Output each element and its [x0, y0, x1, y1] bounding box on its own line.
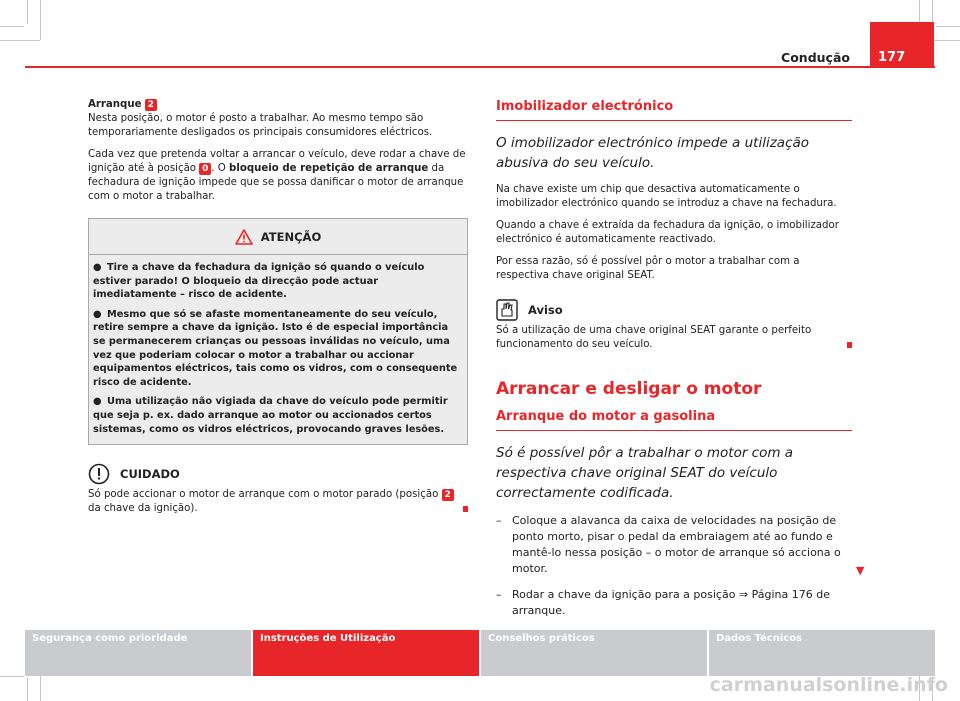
step-item: – Rodar a chave da ignição para a posição ⇒ Página 176 de arranque. [496, 587, 852, 619]
note-text: Só a utilização de uma chave original SEAT garante o perfeito funcionamento do seu veículo. [496, 325, 812, 350]
step-text: Rodar a chave da ignição para a posição ⇒ Página 176 de arranque. [512, 588, 831, 617]
immobilizer-paragraph-1: Na chave existe um chip que desactiva automaticamente o imobilizador electrónico quando se introduz a chave na fechadura. [496, 184, 837, 209]
arranque-heading-line [88, 98, 468, 140]
continue-arrow-icon: ▼ [856, 564, 865, 577]
page-number: 177 [870, 22, 934, 68]
key-position-badge: 0 [199, 163, 211, 175]
warning-item-text: Mesmo que só se afaste momentaneamente do seu veículo, retire sempre a chave da ignição. Isto é de especial importância se permanecerem crianças ou pessoas inválidas no veículo, uma vez que poderiam colocar o motor a trabalhar ou accionar equipamentos eléctricos, tais como os vidros, com o consequente risco de acidente. [93, 308, 458, 388]
restart-paragraph [88, 148, 468, 204]
crop-mark [0, 40, 40, 41]
note-hand-icon [496, 299, 518, 321]
arranque-heading: Arranque [88, 99, 142, 110]
footer-tabs [25, 630, 935, 676]
caution-icon [88, 463, 110, 485]
crop-mark [40, 0, 41, 40]
tab-conselhos[interactable]: Conselhos práticos [481, 630, 707, 676]
note-title: Aviso [528, 303, 563, 317]
warning-title: ATENÇÃO [260, 229, 322, 244]
restart-text-1: Cada vez que pretenda voltar a arrancar o veículo, deve rodar a chave de ignição até à posição [88, 149, 466, 174]
warning-item-text: Tire a chave da fechadura da ignição só quando o veículo estiver parado! O bloqueio da direcção pode actuar imediatamente – risco de acidente. [93, 262, 425, 301]
crop-mark [27, 0, 28, 24]
caution-header [88, 463, 468, 485]
immobilizer-paragraph-3: Por essa razão, só é possível pôr o motor a trabalhar com a respectiva chave original SEAT. [496, 256, 800, 281]
petrol-start-title: Arranque do motor a gasolina [496, 410, 852, 431]
header-rule [25, 66, 935, 68]
running-header-title: Condução [781, 50, 850, 65]
note-header [496, 299, 852, 321]
tab-seguranca[interactable]: Segurança como prioridade [25, 630, 251, 676]
key-position-badge: 2 [145, 99, 157, 111]
watermark: carmanualsonline.info [709, 674, 948, 696]
warning-item: ● Mesmo que só se afaste momentaneamente do seu veículo, retire sempre a chave da ignição. Isto é de especial importância se permanecerem crianças ou pessoas inválidas no veículo, uma vez que poderiam colocar o motor a trabalhar ou accionar equipamentos eléctricos, tais como os vidros, com o consequente risco de acidente. [93, 308, 458, 388]
caution-paragraph [88, 488, 468, 516]
key-position-badge: 2 [442, 489, 454, 501]
crop-mark [936, 26, 960, 27]
warning-item: ● Tire a chave da fechadura da ignição só quando o veículo estiver parado! O bloqueio da direcção pode actuar imediatamente – risco de acidente. [93, 262, 425, 301]
caution-text-2: da chave da ignição). [88, 503, 198, 515]
caution-text-1: Só pode accionar o motor de arranque com o motor parado (posição [88, 489, 439, 501]
immobilizer-lead: O imobilizador electrónico impede a utilização abusiva do seu veículo. [496, 135, 810, 171]
crop-mark [0, 676, 24, 677]
warning-header [89, 219, 467, 255]
section-end-mark [847, 342, 852, 348]
step-item: – Coloque a alavanca da caixa de velocidades na posição de ponto morto, pisar o pedal da embraiagem até ao fundo e mantê-lo nessa posição – o motor de arranque só acciona o motor. [496, 513, 852, 577]
crop-mark [932, 0, 933, 24]
warning-item: ● Uma utilização não vigiada da chave do veículo pode permitir que seja p. ex. dado arranque ao motor ou accionados certos sistemas, como os vidros eléctricos, provocando graves lesões. [93, 396, 448, 435]
immobilizer-title: Imobilizador electrónico [496, 100, 852, 121]
crop-mark [27, 678, 28, 701]
caution-title: CUIDADO [120, 467, 180, 482]
chapter-title: Arrancar e desligar o motor [496, 379, 762, 399]
warning-box [88, 218, 468, 445]
restart-text-2: . O [211, 163, 226, 174]
section-end-mark [463, 506, 468, 512]
warning-item-text: Uma utilização não vigiada da chave do veículo pode permitir que seja p. ex. dado arranque ao motor ou accionados certos sistemas, como os vidros eléctricos, provocando graves lesões. [93, 396, 448, 435]
immobilizer-paragraph-2: Quando a chave é extraída da fechadura da ignição, o imobilizador electrónico é automaticamente reactivado. [496, 220, 839, 245]
note-paragraph [496, 324, 852, 352]
crop-mark [0, 26, 24, 27]
warning-triangle-icon [235, 229, 253, 245]
right-column [496, 98, 852, 629]
restart-text-3: da fechadura de ignição impede que se possa danificar o motor de arranque com o motor a trabalhar. [88, 163, 464, 202]
tab-instrucoes[interactable]: Instruções de Utilização [253, 630, 479, 676]
petrol-start-lead: Só é possível pôr a trabalhar o motor com a respectiva chave original SEAT do veículo correctamente codificada. [496, 445, 794, 501]
arranque-paragraph: Nesta posição, o motor é posto a trabalhar. Ao mesmo tempo são temporariamente desligados os principais consumidores eléctricos. [88, 113, 433, 138]
left-column [88, 98, 468, 524]
restart-bold-term: bloqueio de repetição de arranque [229, 163, 429, 174]
tab-dados-tecnicos[interactable]: Dados Técnicos [709, 630, 935, 676]
step-text: Coloque a alavanca da caixa de velocidades na posição de ponto morto, pisar o pedal da embraiagem até ao fundo e mantê-lo nessa posição – o motor de arranque só acciona o motor. [512, 514, 841, 575]
